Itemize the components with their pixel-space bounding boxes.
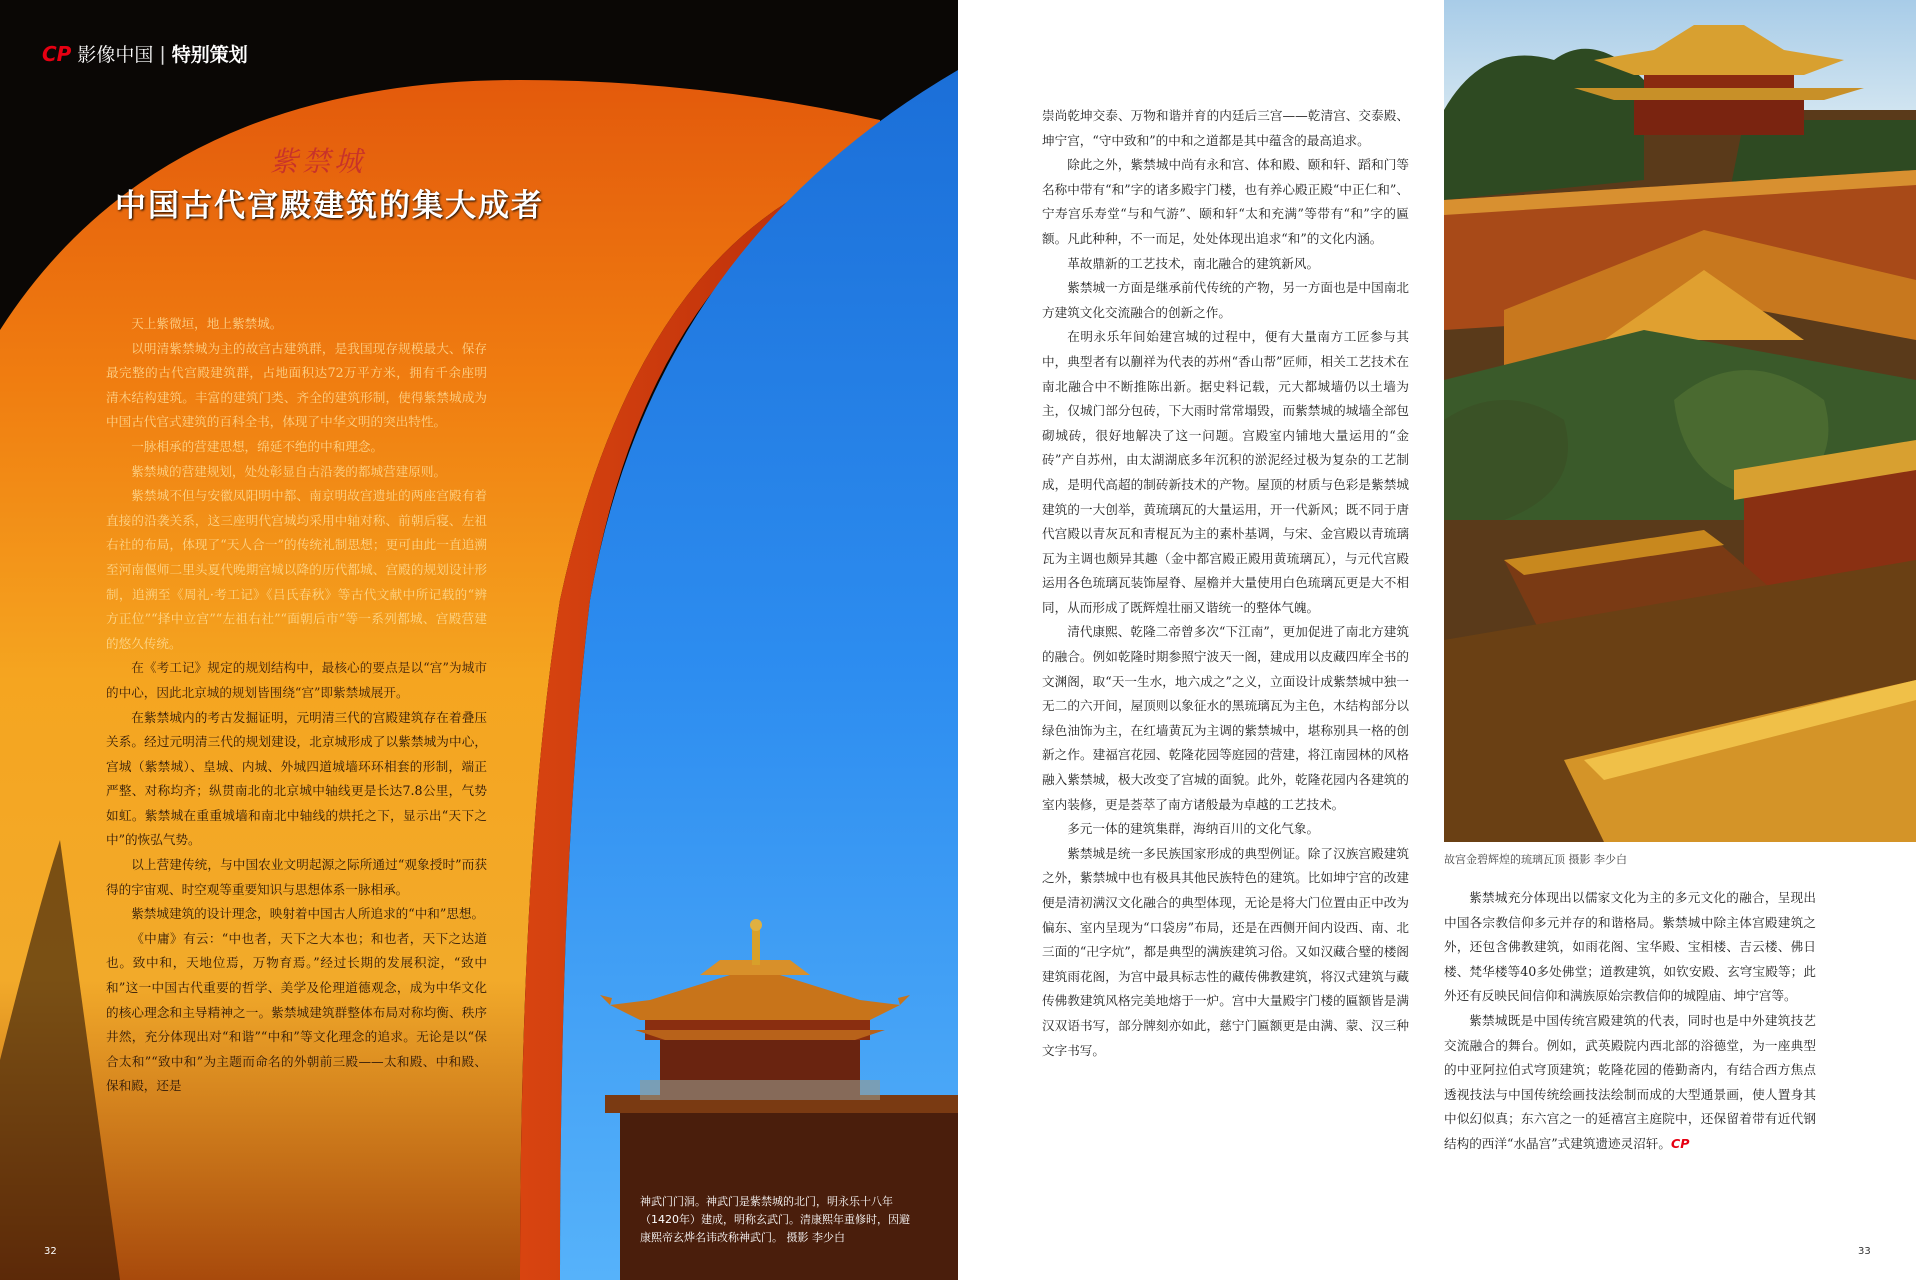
paragraph: 紫禁城建筑的设计理念，映射着中国古人所追求的“中和”思想。 [131,906,485,922]
paragraph: 紫禁城充分体现出以儒家文化为主的多元文化的融合，呈现出中国各宗教信仰多元并存的和谐格局。紫禁城中除主体宫殿建筑之外，还包含佛教建筑，如雨花阁、宝华殿、宝相楼、吉云楼、佛日楼、梵华楼等40多处佛堂；道教建筑，如钦安殿、玄穹宝殿等；此外还有反映民间信仰和满族原始宗教信仰的城隍庙、坤宁宫等。 [1444,890,1816,1004]
section-name: 特别策划 [171,44,248,66]
paragraph: 紫禁城不但与安徽凤阳明中都、南京明故宫遗址的两座宫殿有着直接的沿袭关系，这三座明代宫城均采用中轴对称、前朝后寝、左祖右社的布局，体现了“天人合一”的传统礼制思想；更可由此一直追溯至河南偃师二里头夏代晚期宫城以降的历代都城、宫殿的规划设计形制，追溯至《周礼·考工记》《吕氏春秋》等古代文献中所记载的“辨方正位”“择中立宫”“左祖右社”“面朝后市”等一系列都城、宫殿营建的悠久传统。 [106,488,487,651]
palace-roofs-photo [1444,0,1916,842]
paragraph: 紫禁城是统一多民族国家形成的典型例证。除了汉族宫殿建筑之外，紫禁城中也有极具其他民族特色的建筑。比如坤宁宫的改建便是清初满汉文化融合的典型体现，无论是将大门位置由正中改为偏东、室内呈现为“口袋房”布局，还是在西侧开间内设西、南、北三面的“卍字炕”，都是典型的满族建筑习俗。又如汉藏合璧的楼阁建筑雨花阁，为宫中最具标志性的藏传佛教建筑，将汉式建筑与藏传佛教建筑风格完美地熔于一炉。宫中大量殿宇门楼的匾额皆是满汉双语书写，部分牌刻亦如此，慈宁门匾额更是由满、蒙、汉三种文字书写。 [1042,845,1409,1058]
magazine-header [42,40,248,67]
paragraph: 紫禁城的营建规划，处处彰显自古沿袭的都城营建原则。 [131,463,447,479]
article-title: 中国古代宫殿建筑的集大成者 [115,188,544,224]
right-text-column [1444,886,1816,1157]
middle-text-column [1042,104,1409,1063]
article-subtitle: 紫禁城 [270,145,367,178]
paragraph: 紫禁城一方面是继承前代传统的产物，另一方面也是中国南北方建筑文化交流融合的创新之作。 [1042,280,1409,320]
paragraph: 天上紫微垣，地上紫禁城。 [131,316,283,331]
end-mark-logo: CP [1670,1135,1690,1151]
photo-caption-left: 神武门门洞。神武门是紫禁城的北门，明永乐十八年（1420年）建成，明称玄武门。清康熙年重修时，因避康熙帝玄烨名讳改称神武门。 摄影 李少白 [640,1195,910,1244]
magazine-logo: CP [42,41,72,66]
paragraph-text: 紫禁城既是中国传统宫殿建筑的代表，同时也是中外建筑技艺交流融合的舞台。例如，武英殿院内西北部的浴德堂，为一座典型的中亚阿拉伯式穹顶建筑；乾隆花园的倦勤斋内，有结合西方焦点透视技法与中国传统绘画技法绘制而成的大型通景画，使人置身其中似幻似真；东六宫之一的延禧宫主庭院中，还保留着带有近代钢结构的西洋“水晶宫”式建筑遗迹灵沼轩。 [1444,1012,1816,1151]
magazine-name: 影像中国 [77,44,154,66]
paragraph: 革故鼎新的工艺技术，南北融合的建筑新风。 [1067,255,1320,271]
left-text-column [106,312,487,1099]
paragraph [1444,1009,1816,1157]
paragraph: 崇尚乾坤交泰、万物和谐并育的内廷后三宫——乾清宫、交泰殿、坤宁宫，“守中致和”的中和之道都是其中蕴含的最高追求。 [1042,108,1409,148]
paragraph: 清代康熙、乾隆二帝曾多次“下江南”，更加促进了南北方建筑的融合。例如乾隆时期参照宁波天一阁，建成用以皮藏四库全书的文渊阁，取“天一生水，地六成之”之义，立面设计成紫禁城中独一无二的六开间，屋顶则以象征水的黑琉璃瓦为主色，木结构部分以绿色油饰为主，在红墙黄瓦为主调的紫禁城中，堪称别具一格的创新之作。建福宫花园、乾隆花园等庭园的营建，将江南园林的风格融入紫禁城，极大改变了宫城的面貌。此外，乾隆花园内各建筑的室内装修，更是荟萃了南方诸般最为卓越的工艺技术。 [1042,624,1409,812]
paragraph: 在紫禁城内的考古发掘证明，元明清三代的宫殿建筑存在着叠压关系。经过元明清三代的规划建设，北京城形成了以紫禁城为中心，宫城（紫禁城）、皇城、内城、外城四道城墙环环相套的形制，端正严整、对称均齐；纵贯南北的北京城中轴线更是长达7.8公里，气势如虹。紫禁城在重重城墙和南北中轴线的烘托之下，显示出“天下之中”的恢弘气势。 [106,709,487,848]
paragraph: 《中庸》有云：“中也者，天下之大本也；和也者，天下之达道也。致中和，天地位焉，万物育焉。”经过长期的发展积淀，“致中和”这一中国古代重要的哲学、美学及伦理道德观念，成为中华文化的核心理念和主导精神之一。紫禁城建筑群整体布局对称均衡、秩序井然，充分体现出对“和谐”“中和”等文化理念的追求。无论是以“保合太和”“致中和”为主题而命名的外朝前三殿——太和殿、中和殿、保和殿，还是 [106,930,487,1094]
paragraph: 在明永乐年间始建宫城的过程中，便有大量南方工匠参与其中，典型者有以蒯祥为代表的苏州“香山帮”匠师，相关工艺技术在南北融合中不断推陈出新。据史料记载，元大都城墙仍以土墙为主，仅城门部分包砖，下大雨时常常塌毁，而紫禁城的城墙全部包砌城砖，很好地解决了这一问题。宫殿室内铺地大量运用的“金砖”产自苏州，由太湖湖底多年沉积的淤泥经过极为复杂的工艺制成，是明代高超的制砖新技术的产物。屋顶的材质与色彩是紫禁城建筑的一大创举，黄琉璃瓦的大量运用，开一代新风；既不同于唐代宫殿以青灰瓦和青棍瓦为主的素朴基调，与宋、金宫殿以青琉璃瓦为主调也颇异其趣（金中都宫殿正殿用黄琉璃瓦），与元代宫殿运用各色琉璃瓦装饰屋脊、屋檐并大量使用白色琉璃瓦更是大不相同，从而形成了既辉煌壮丽又谐统一的整体气魄。 [1042,329,1409,615]
paragraph: 以明清紫禁城为主的故宫古建筑群，是我国现存规模最大、保存最完整的古代宫殿建筑群，占地面积达72万平方米，拥有千余座明清木结构建筑。丰富的建筑门类、齐全的建筑形制，使得紫禁城成为中国古代官式建筑的百科全书，体现了中华文明的突出特性。 [106,340,487,430]
page-number-right: 33 [1858,1246,1871,1257]
paragraph: 多元一体的建筑集群，海纳百川的文化气象。 [1067,821,1320,837]
paragraph: 除此之外，紫禁城中尚有永和宫、体和殿、颐和轩、蹈和门等名称中带有“和”字的诸多殿宇门楼，也有养心殿正殿“中正仁和”、宁寿宫乐寿堂“与和气游”、颐和轩“太和充满”等带有“和”字的匾额。凡此种种，不一而足，处处体现出追求“和”的文化内涵。 [1042,157,1409,246]
page-number-left: 32 [44,1246,57,1257]
paragraph: 在《考工记》规定的规划结构中，最核心的要点是以“宫”为城市的中心，因此北京城的规划皆围绕“宫”即紫禁城展开。 [106,660,487,700]
paragraph: 以上营建传统，与中国农业文明起源之际所通过“观象授时”而获得的宇宙观、时空观等重要知识与思想体系一脉相承。 [106,857,487,897]
paragraph: 一脉相承的营建思想，绵延不绝的中和理念。 [131,438,384,454]
header-separator: | [159,42,166,65]
photo-caption-right: 故宫金碧辉煌的琉璃瓦顶 摄影 李少白 [1444,853,1627,866]
